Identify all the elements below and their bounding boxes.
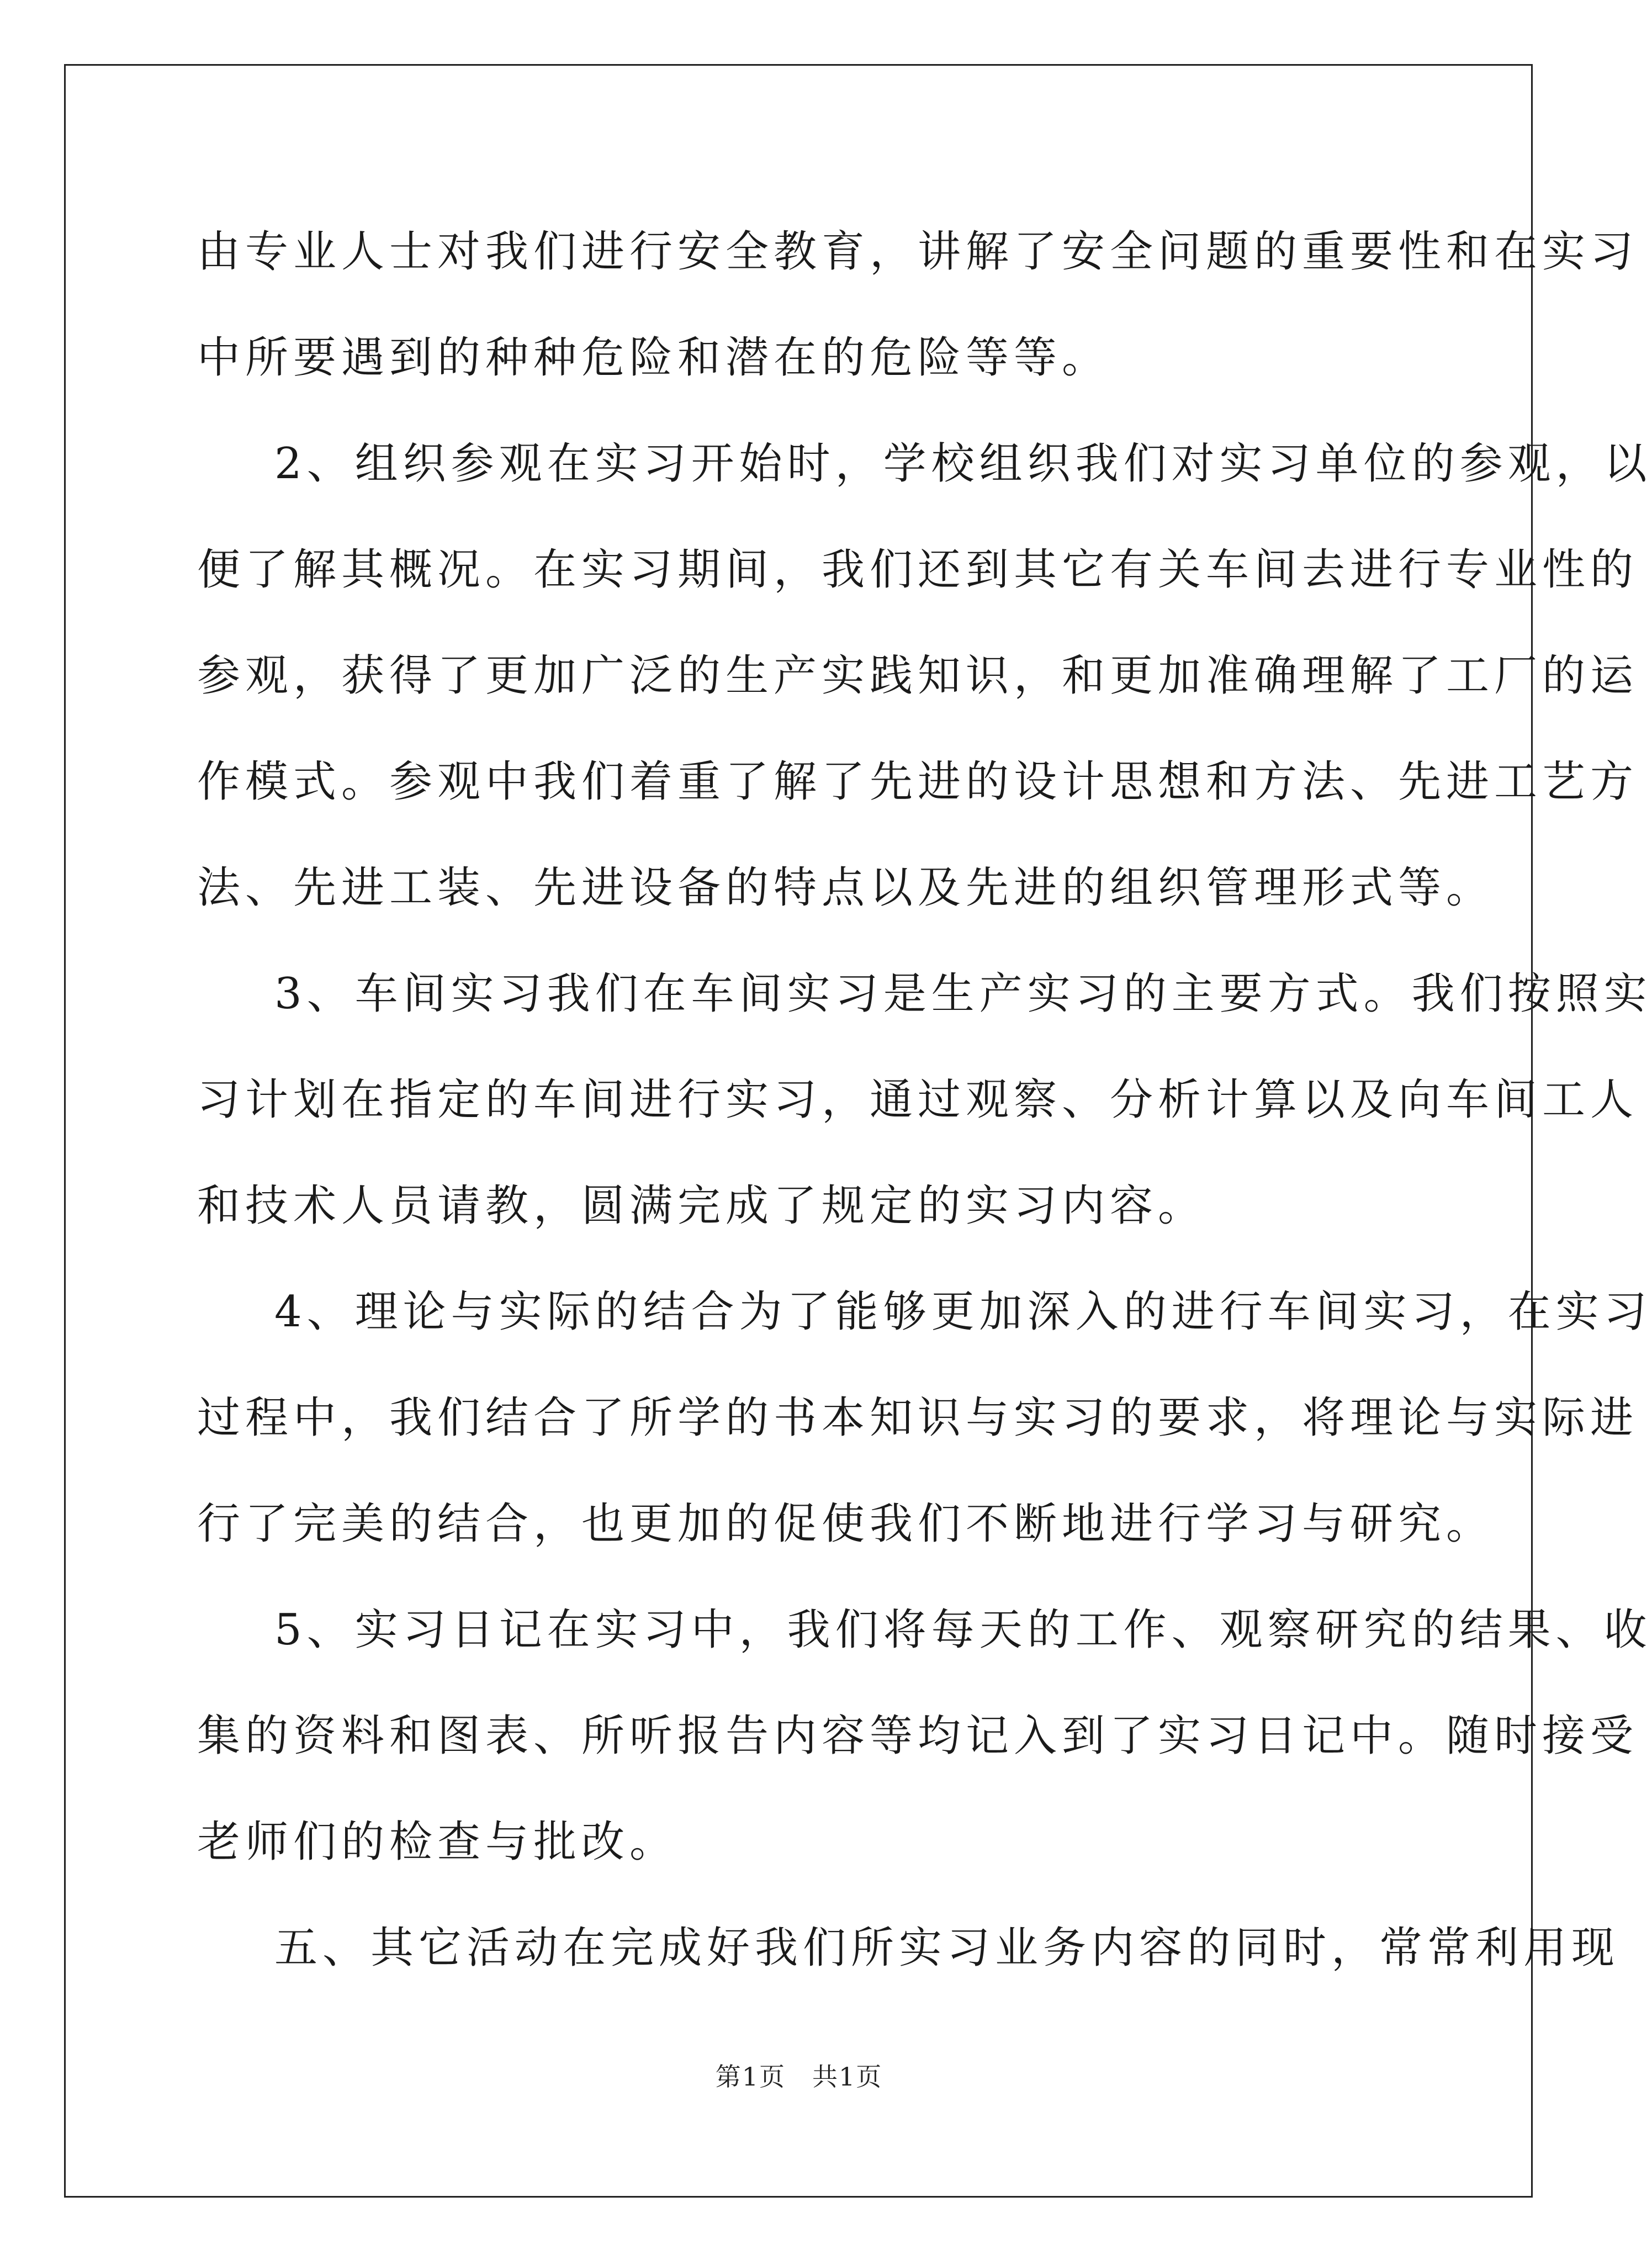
text-line: 五、其它活动在完成好我们所实习业务内容的同时，常常利用现: [274, 1923, 1620, 1973]
text-line: 作模式。参观中我们着重了解了先进的设计思想和方法、先进工艺方: [197, 757, 1639, 807]
page-number-footer: 第1页 共1页: [715, 2062, 883, 2092]
text-line: 2、组织参观在实习开始时，学校组织我们对实习单位的参观，以: [274, 439, 1652, 489]
text-line: 老师们的检查与批改。: [197, 1817, 678, 1867]
text-line: 中所要遇到的种种危险和潜在的危险等等。: [197, 333, 1110, 383]
text-line: 过程中，我们结合了所学的书本知识与实习的要求，将理论与实际进: [197, 1393, 1639, 1443]
text-line: 习计划在指定的车间进行实习，通过观察、分析计算以及向车间工人: [197, 1075, 1639, 1125]
text-line: 集的资料和图表、所听报告内容等均记入到了实习日记中。随时接受: [197, 1711, 1639, 1761]
text-line: 参观，获得了更加广泛的生产实践知识，和更加准确理解了工厂的运: [197, 651, 1639, 701]
document-body: [197, 199, 1652, 2001]
text-line: 便了解其概况。在实习期间，我们还到其它有关车间去进行专业性的: [197, 545, 1639, 595]
text-line: 法、先进工装、先进设备的特点以及先进的组织管理形式等。: [197, 863, 1495, 913]
text-line: 5、实习日记在实习中，我们将每天的工作、观察研究的结果、收: [274, 1605, 1652, 1655]
text-line: 由专业人士对我们进行安全教育，讲解了安全问题的重要性和在实习: [197, 227, 1639, 277]
text-line: 3、车间实习我们在车间实习是生产实习的主要方式。我们按照实: [274, 969, 1652, 1019]
text-line: 行了完美的结合，也更加的促使我们不断地进行学习与研究。: [197, 1499, 1495, 1549]
text-line: 和技术人员请教，圆满完成了规定的实习内容。: [197, 1181, 1206, 1231]
text-line: 4、理论与实际的结合为了能够更加深入的进行车间实习，在实习: [274, 1287, 1652, 1337]
